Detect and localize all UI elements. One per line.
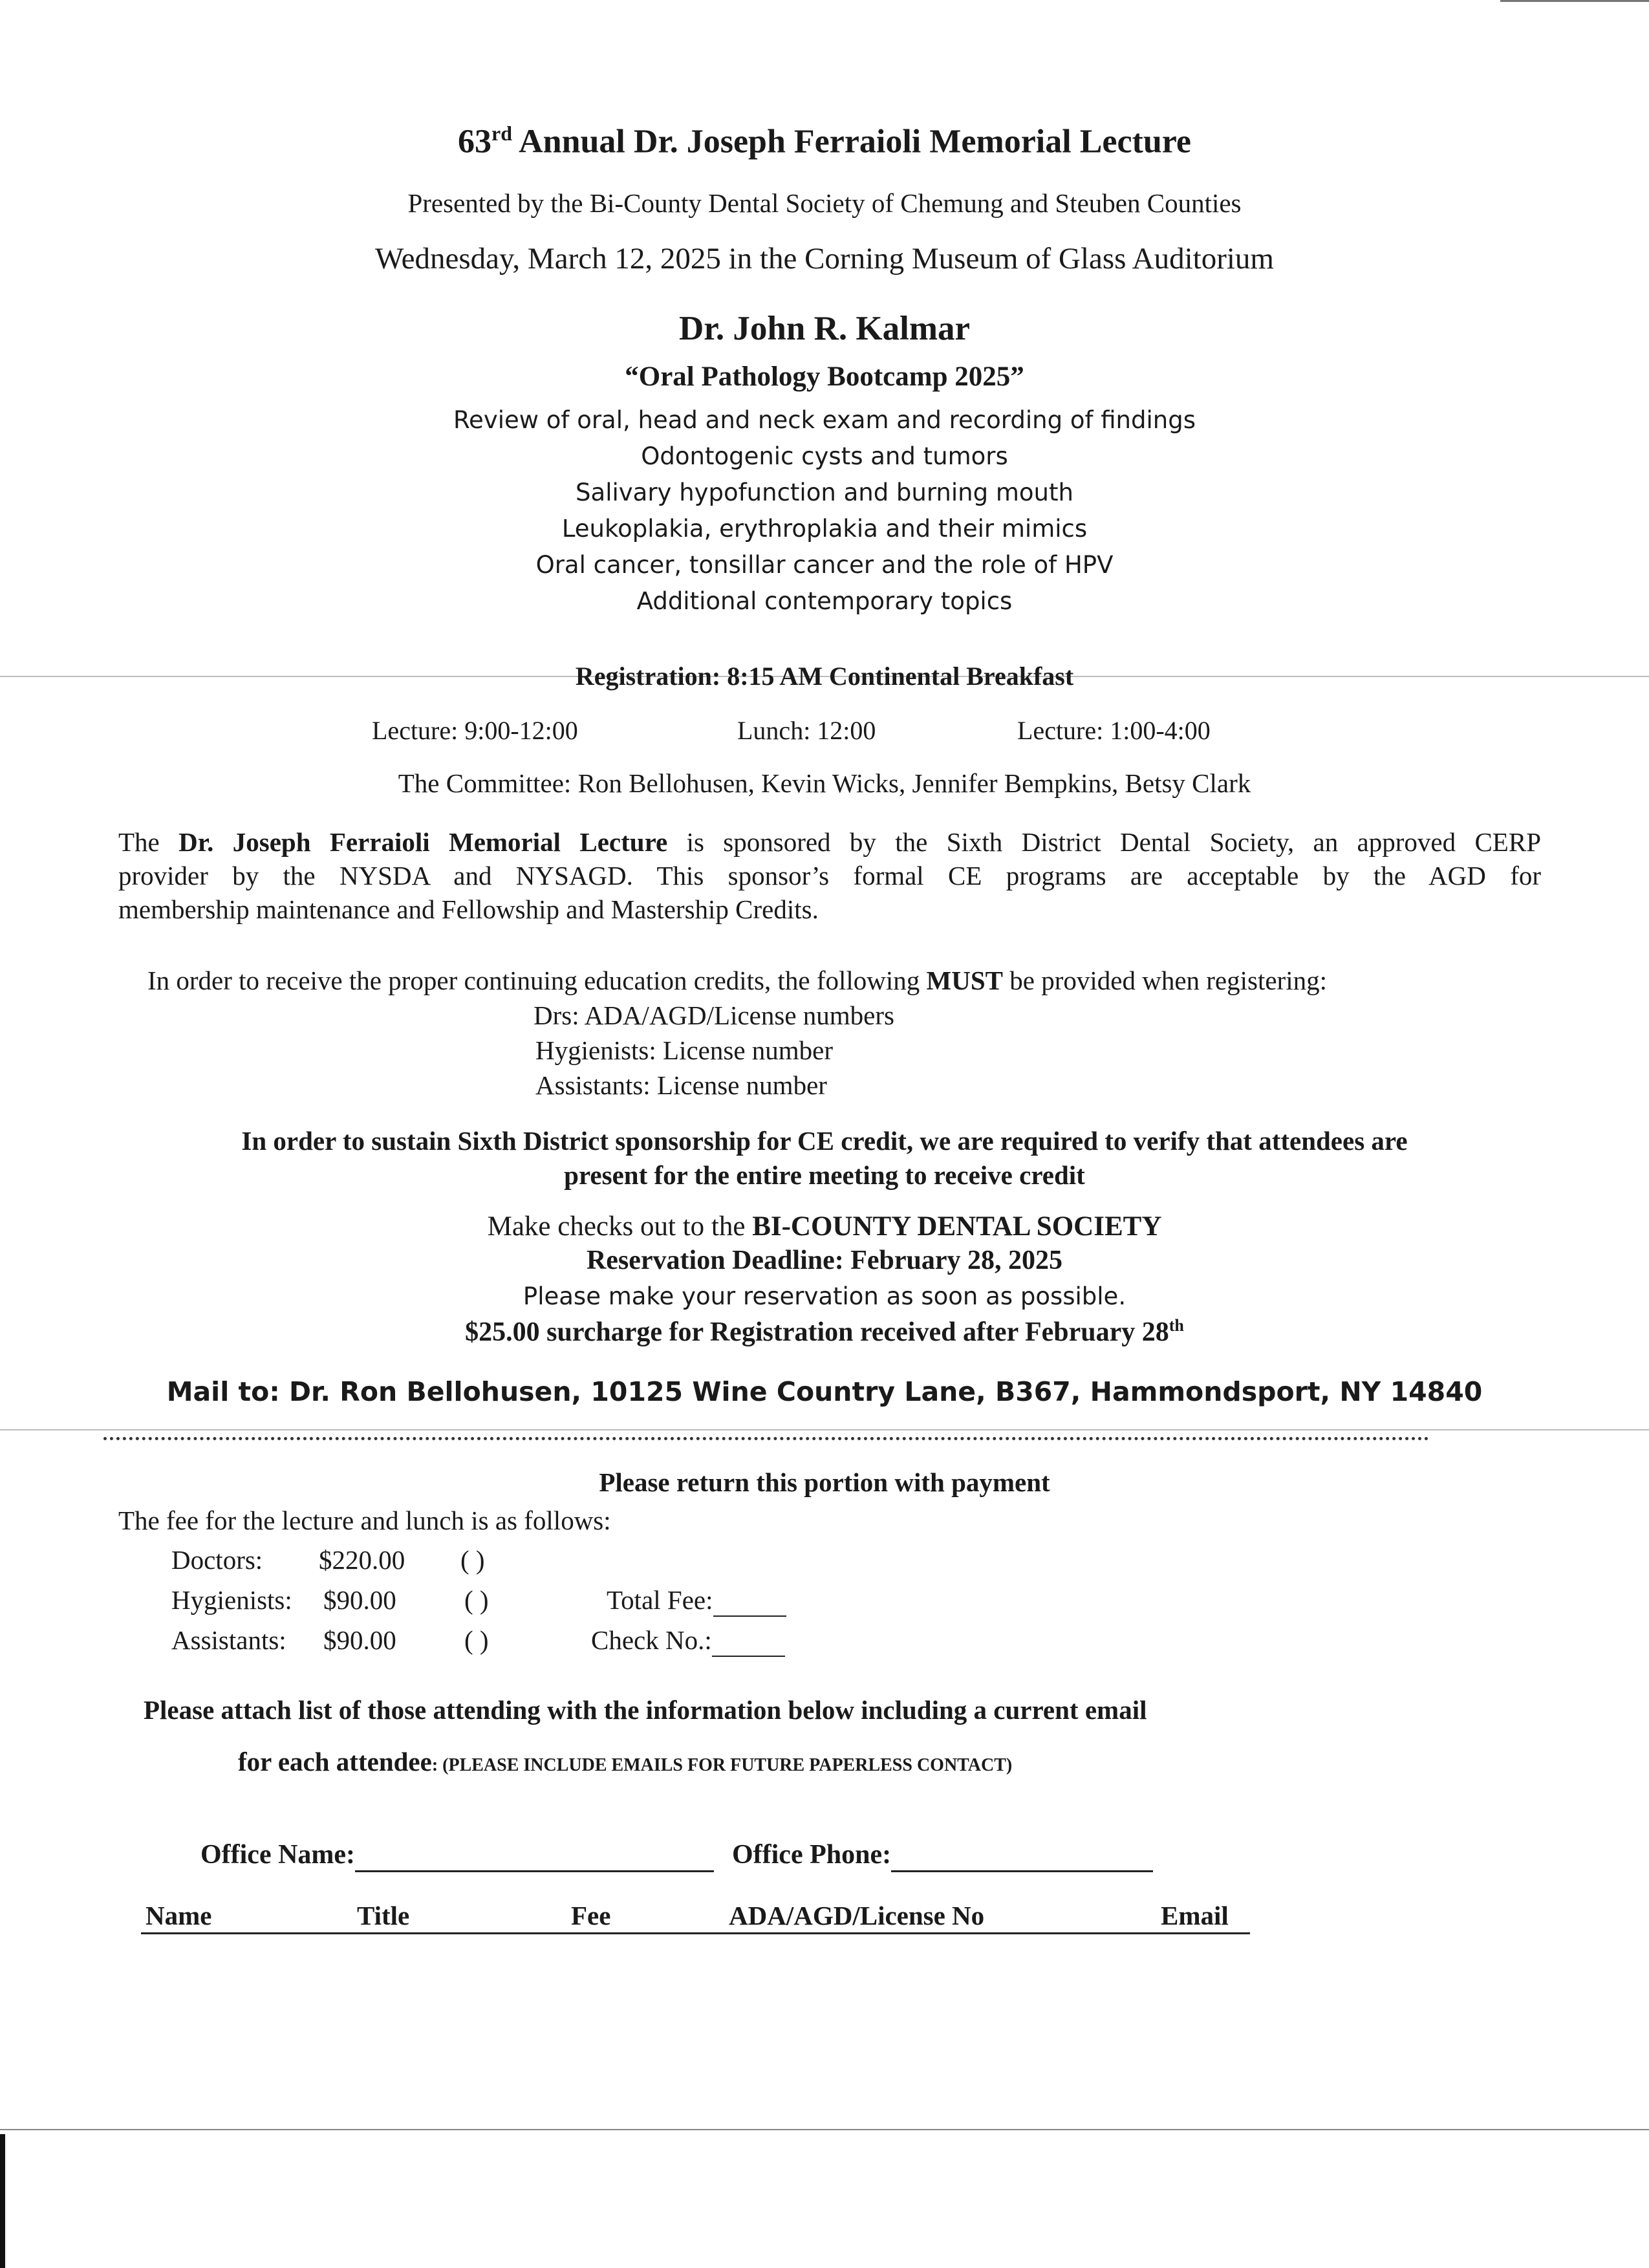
page-bottom-edge [0,2129,1649,2130]
credit-notice-line-1: In order to sustain Sixth District sponsorship for CE credit, we are required to verify that attendees are [241,1126,1408,1156]
sponsor-line-1: The Dr. Joseph Ferraioli Memorial Lecture is sponsored by the Sixth District Dental Society, an approved CERP [118,827,1541,857]
topic-item: Additional contemporary topics [636,587,1013,615]
office-name-label: Office Name: [200,1840,356,1870]
lunch-time: Lunch: 12:00 [737,716,876,745]
attendee-table-header [141,1900,1250,1934]
fee-intro: The fee for the lecture and lunch is as follows: [118,1506,611,1535]
column-license: ADA/AGD/License No [729,1901,985,1930]
presented-by: Presented by the Bi-County Dental Society of Chemung and Steuben Counties [407,188,1242,218]
make-checks: Make checks out to the BI-COUNTY DENTAL SOCIETY [487,1211,1162,1242]
registration-time: Registration: 8:15 AM Continental Breakfast [575,662,1074,691]
page-title: 63rd Annual Dr. Joseph Ferraioli Memorial Lecture [457,122,1191,160]
committee: The Committee: Ron Bellohusen, Kevin Wicks, Jennifer Bempkins, Betsy Clark [398,768,1251,798]
lecture-am: Lecture: 9:00-12:00 [372,716,578,745]
course-title: “Oral Pathology Bootcamp 2025” [625,362,1024,392]
total-fee-field[interactable] [607,1584,786,1617]
total-fee-label: Total Fee: [607,1585,713,1615]
total-fee-blank[interactable] [713,1584,786,1617]
fee-checkbox[interactable]: ( ) [464,1625,489,1655]
fee-amount: $220.00 [319,1545,405,1575]
requirement-item: Drs: ADA/AGD/License numbers [534,1000,894,1030]
check-no-blank[interactable] [712,1625,785,1657]
topic-item: Review of oral, head and neck exam and recording of findings [453,406,1196,434]
attach-line-1: Please attach list of those attending with the information below including a current email [144,1695,1147,1725]
office-phone-label: Office Phone: [732,1840,892,1870]
requirement-item: Hygienists: License number [535,1035,834,1065]
sponsor-line-3: membership maintenance and Fellowship and Mastership Credits. [118,894,819,924]
fee-checkbox[interactable]: ( ) [460,1545,485,1575]
date-location: Wednesday, March 12, 2025 in the Corning Museum of Glass Auditorium [375,242,1274,275]
fee-role: Doctors: [171,1545,263,1575]
topic-item: Leukoplakia, erythroplakia and their mimics [561,515,1088,543]
office-name-blank[interactable] [355,1839,714,1872]
check-no-label: Check No.: [591,1625,712,1655]
column-fee: Fee [571,1901,611,1930]
fee-amount: $90.00 [323,1625,396,1655]
requirements-intro: In order to receive the proper continuing education credits, the following MUST be provided when registering: [147,966,1327,995]
check-no-field[interactable] [591,1625,785,1657]
column-title: Title [357,1901,410,1930]
fee-role: Assistants: [171,1625,286,1655]
scan-edge-bar [0,2134,5,2268]
cut-line [103,1437,1429,1440]
office-phone-blank[interactable] [891,1839,1153,1872]
mail-to: Mail to: Dr. Ron Bellohusen, 10125 Wine Country Lane, B367, Hammondsport, NY 14840 [166,1376,1483,1407]
reserve-asap: Please make your reservation as soon as possible. [523,1282,1126,1310]
reservation-deadline: Reservation Deadline: February 28, 2025 [586,1246,1063,1275]
lecture-pm: Lecture: 1:00-4:00 [1017,716,1211,745]
scan-edge-line [1500,0,1649,2]
credit-notice-line-2: present for the entire meeting to receive credit [564,1160,1085,1190]
topic-item: Salivary hypofunction and burning mouth [576,479,1073,506]
fee-checkbox[interactable]: ( ) [464,1585,489,1615]
column-email: Email [1161,1901,1229,1930]
fee-role: Hygienists: [171,1585,292,1615]
surcharge-notice: $25.00 surcharge for Registration received after February 28th [465,1316,1184,1347]
fee-amount: $90.00 [323,1585,396,1615]
office-name-field[interactable] [200,1839,714,1872]
topic-item: Odontogenic cysts and tumors [641,442,1008,470]
fold-line-lower [0,1429,1649,1431]
requirement-item: Assistants: License number [535,1070,827,1100]
return-note: Please return this portion with payment [599,1467,1050,1497]
topic-item: Oral cancer, tonsillar cancer and the role of HPV [535,551,1114,579]
column-name: Name [146,1901,212,1930]
speaker-name: Dr. John R. Kalmar [678,310,971,347]
office-phone-field[interactable] [732,1839,1153,1872]
attach-line-2: for each attendee: (PLEASE INCLUDE EMAILS FOR FUTURE PAPERLESS CONTACT) [238,1747,1013,1777]
sponsor-line-2: provider by the NYSDA and NYSAGD. This sponsor’s formal CE programs are acceptable by the AGD for [118,861,1541,891]
